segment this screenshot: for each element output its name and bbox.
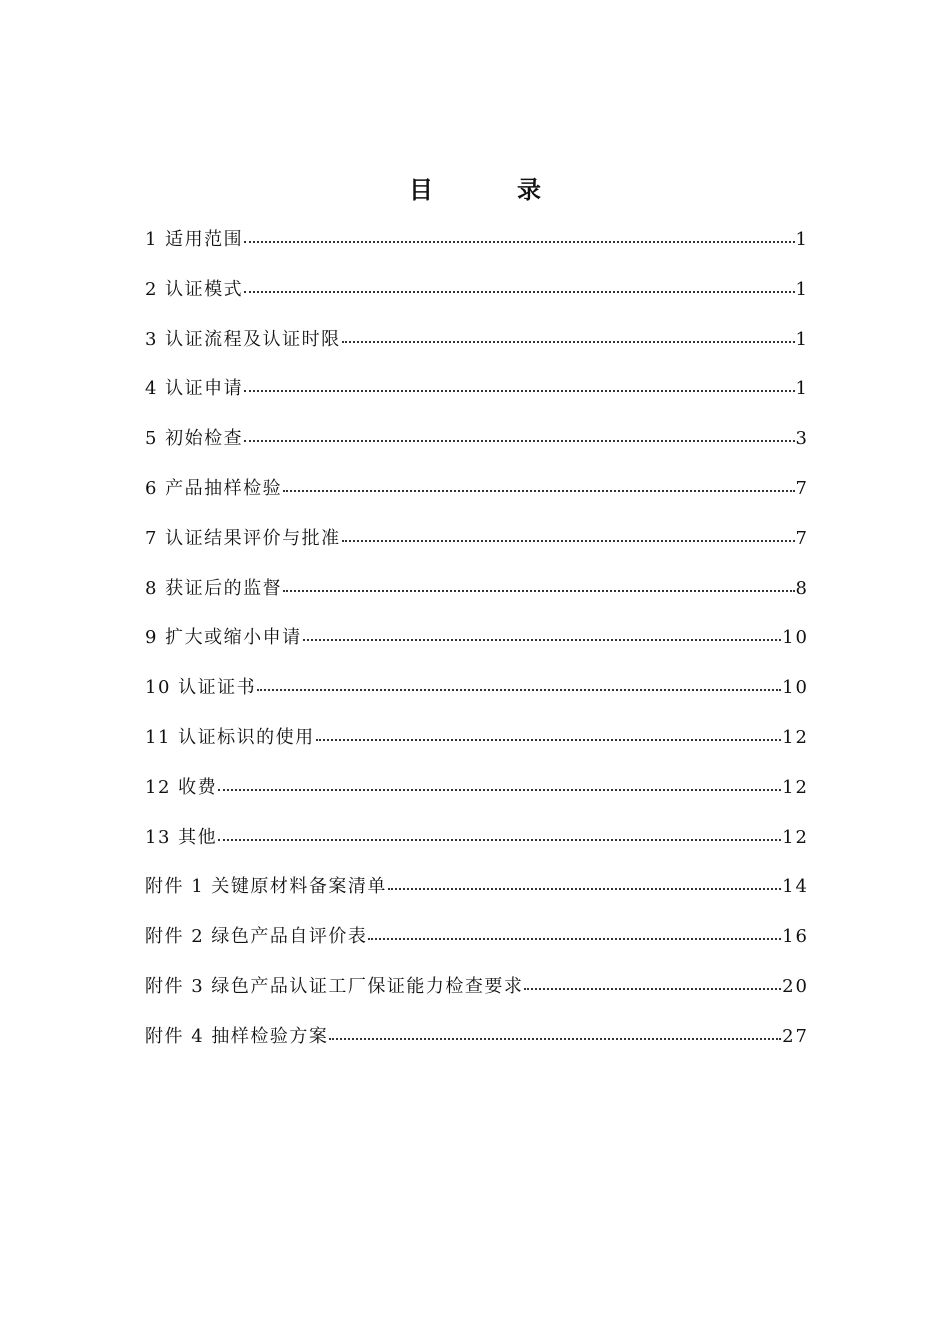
dot-leader [244,275,794,295]
toc-entry-label: 8 获证后的监督 [145,577,283,599]
toc-entry-label: 5 初始检查 [145,428,244,450]
dot-leader [342,325,795,345]
toc-entry[interactable] [145,917,807,967]
toc-entry-page: 1 [795,378,809,400]
toc-entry-page: 1 [795,278,809,300]
toc-entry-label: 13 其他 [145,826,218,848]
toc-entry[interactable] [145,768,807,818]
dot-leader [329,1022,781,1042]
toc-entry[interactable] [145,369,807,419]
toc-entry-page: 1 [795,328,809,350]
toc-entry-label: 附件 4 抽样检验方案 [145,1025,329,1047]
toc-entry[interactable] [145,320,807,370]
dot-leader [283,574,794,594]
toc-entry[interactable] [145,618,807,668]
toc-list [145,220,807,1067]
toc-entry-label: 12 收费 [145,776,218,798]
toc-entry-page: 16 [782,926,809,948]
toc-entry-label: 6 产品抽样检验 [145,477,283,499]
toc-entry-page: 20 [782,975,809,997]
toc-entry-page: 7 [795,527,809,549]
toc-entry[interactable] [145,469,807,519]
toc-entry[interactable] [145,569,807,619]
toc-entry[interactable] [145,220,807,270]
toc-entry-label: 11 认证标识的使用 [145,726,315,748]
toc-entry[interactable] [145,419,807,469]
toc-entry-page: 1 [795,229,809,250]
toc-entry-label: 4 认证申请 [145,378,244,400]
toc-entry-page: 3 [795,428,809,450]
toc-entry-label: 2 认证模式 [145,278,244,300]
dot-leader [283,474,794,494]
dot-leader [218,773,781,793]
toc-entry-page: 7 [795,477,809,499]
toc-entry-page: 14 [782,876,809,898]
toc-entry-label: 9 扩大或缩小申请 [145,627,302,649]
dot-leader [388,872,781,892]
toc-entry[interactable] [145,867,807,917]
dot-leader [342,524,795,544]
dot-leader [244,374,794,394]
dot-leader [368,922,781,942]
toc-entry-label: 附件 1 关键原材料备案清单 [145,876,387,898]
dot-leader [244,424,794,444]
toc-entry-page: 10 [782,627,809,649]
toc-entry[interactable] [145,270,807,320]
toc-entry[interactable] [145,1017,807,1067]
dot-leader [524,972,781,992]
dot-leader [218,823,781,843]
toc-entry[interactable] [145,718,807,768]
toc-entry-label: 附件 2 绿色产品自评价表 [145,926,368,948]
toc-entry-label: 10 认证证书 [145,677,257,699]
dot-leader [244,225,794,245]
toc-entry-label: 附件 3 绿色产品认证工厂保证能力检查要求 [145,975,524,997]
toc-entry[interactable] [145,818,807,868]
toc-entry-page: 27 [782,1025,809,1047]
toc-entry-page: 10 [782,677,809,699]
toc-entry[interactable] [145,967,807,1017]
toc-entry-page: 12 [782,776,809,798]
toc-entry-page: 12 [782,826,809,848]
toc-entry-page: 12 [782,726,809,748]
toc-title: 目 录 [409,175,571,204]
toc-entry-page: 8 [795,577,809,599]
dot-leader [257,673,781,693]
dot-leader [303,623,781,643]
dot-leader [316,723,781,743]
toc-entry-label: 7 认证结果评价与批准 [145,527,341,549]
toc-entry[interactable] [145,519,807,569]
toc-entry[interactable] [145,668,807,718]
toc-entry-label: 1 适用范围 [145,229,244,250]
toc-entry-label: 3 认证流程及认证时限 [145,328,341,350]
